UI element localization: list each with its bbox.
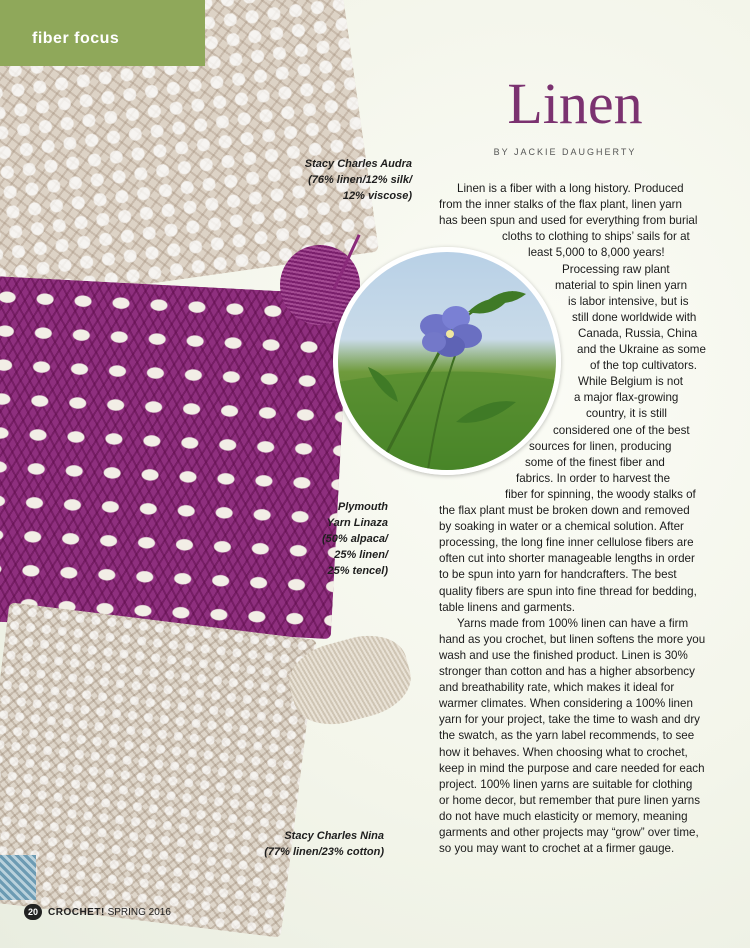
section-banner bbox=[0, 0, 205, 66]
article-line: While Belgium is not bbox=[578, 375, 684, 389]
article-line: of the top cultivators. bbox=[590, 359, 697, 373]
caption-line: Plymouth bbox=[337, 501, 388, 513]
issue-label: SPRING 2016 bbox=[107, 907, 171, 918]
article-line: table linens and garments. bbox=[439, 600, 575, 614]
article-line: sources for linen, producing bbox=[529, 439, 672, 453]
article-byline: BY JACKIE DAUGHERTY bbox=[493, 147, 637, 157]
article-line: by soaking in water or a chemical solution. After bbox=[439, 520, 684, 534]
blue-swatch-edge bbox=[0, 855, 36, 900]
article-line: Yarns made from 100% linen can have a firm bbox=[457, 616, 689, 630]
article-line: is labor intensive, but is bbox=[568, 294, 689, 308]
section-label: fiber focus bbox=[32, 30, 120, 47]
article-line: keep in mind the purpose and care needed for each bbox=[439, 761, 705, 775]
article-line: garments and other projects may “grow” over time, bbox=[439, 826, 699, 839]
purple-swatch-linaza bbox=[0, 276, 349, 639]
page-number: 20 bbox=[24, 904, 42, 920]
article-line: considered one of the best bbox=[553, 423, 690, 437]
page-footer bbox=[24, 904, 171, 920]
article-line: hand as you crochet, but linen softens the more you bbox=[439, 632, 706, 646]
article-line: has been spun and used for everything from burial bbox=[439, 214, 698, 228]
article-line: and the Ukraine as some bbox=[577, 343, 706, 356]
caption-audra bbox=[290, 156, 412, 204]
article-line: a major flax-growing bbox=[574, 391, 679, 405]
article-line: Canada, Russia, China bbox=[578, 326, 698, 340]
cream-swatch-nina bbox=[0, 602, 317, 938]
caption-line: 12% viscose) bbox=[342, 190, 412, 202]
caption-nina bbox=[262, 828, 384, 860]
caption-line: Yarn Linaza bbox=[326, 517, 388, 529]
article-line: project. 100% linen yarns are suitable for clothing bbox=[439, 777, 693, 791]
magazine-name: CROCHET! bbox=[48, 907, 105, 918]
article-line: material to spin linen yarn bbox=[555, 278, 688, 292]
flax-flower-photo bbox=[333, 247, 561, 475]
article-line: least 5,000 to 8,000 years! bbox=[528, 246, 665, 260]
caption-line: (76% linen/12% silk/ bbox=[308, 174, 412, 186]
article-line: Processing raw plant bbox=[562, 262, 670, 276]
caption-line: (77% linen/23% cotton) bbox=[264, 846, 384, 858]
article-line: do not have much elasticity or memory, meaning bbox=[439, 809, 688, 823]
article-line: from the inner stalks of the flax plant, linen yarn bbox=[439, 198, 682, 212]
caption-line: 25% tencel) bbox=[327, 565, 388, 577]
article-line: wash and use the finished product. Linen is 30% bbox=[439, 648, 688, 662]
article-line: to be spun into yarn for handcrafters. The best bbox=[439, 568, 677, 582]
caption-line: 25% linen/ bbox=[334, 549, 388, 561]
article-line: so you may want to crochet at a firmer gauge. bbox=[439, 842, 675, 856]
article-line: some of the finest fiber and bbox=[525, 455, 665, 469]
article-line: country, it is still bbox=[586, 407, 667, 421]
article-line: quality fibers are spun into fine thread for bedding, bbox=[439, 584, 697, 598]
flax-flower-illustration bbox=[338, 252, 556, 470]
article-line: the swatch, as the yarn label recommends, to see bbox=[439, 729, 695, 743]
article-line: fabrics. In order to harvest the bbox=[516, 471, 671, 485]
article-line: warmer climates. When considering a 100% linen bbox=[439, 697, 693, 711]
article-line: yarn for your project, take the time to wash and dry bbox=[439, 713, 700, 727]
article-line: stronger than cotton and has a higher absorbency bbox=[439, 665, 695, 678]
article-line: the flax plant must be broken down and removed bbox=[439, 504, 690, 517]
article-line: and breathability rate, which makes it ideal for bbox=[439, 681, 675, 695]
caption-line: (50% alpaca/ bbox=[321, 533, 388, 545]
article-line: still done worldwide with bbox=[572, 310, 697, 324]
article-line: how it behaves. When choosing what to crochet, bbox=[439, 745, 688, 759]
caption-line: Stacy Charles Nina bbox=[284, 830, 384, 842]
article-line: Linen is a fiber with a long history. Produced bbox=[457, 182, 684, 195]
article-title: Linen bbox=[507, 71, 643, 136]
caption-line: Stacy Charles Audra bbox=[304, 158, 412, 170]
article-line: cloths to clothing to ships’ sails for at bbox=[502, 230, 690, 244]
article-line: processing, the long fine inner cellulose fibers are bbox=[439, 536, 694, 550]
article-line: or home decor, but remember that pure linen yarns bbox=[439, 793, 700, 807]
article-line: fiber for spinning, the woody stalks of bbox=[505, 487, 696, 501]
article-line: often cut into shorter manageable lengths in order bbox=[439, 552, 695, 566]
caption-linaza bbox=[300, 499, 388, 579]
